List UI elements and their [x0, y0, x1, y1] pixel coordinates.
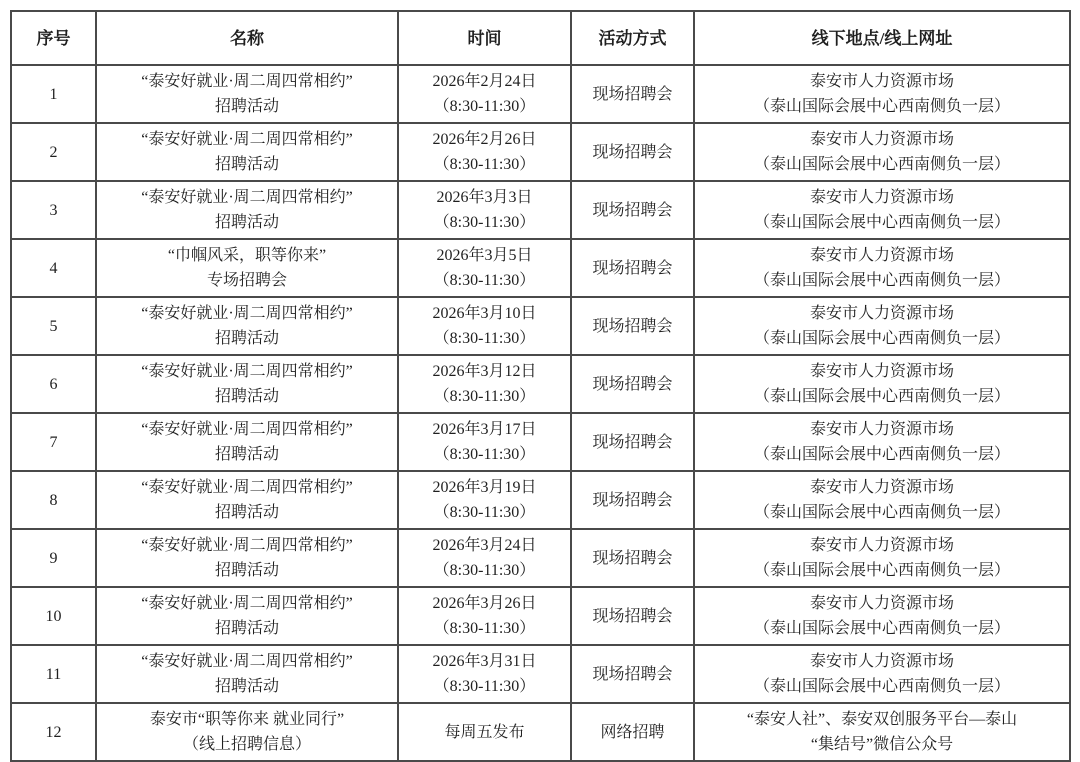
- location-line: （泰山国际会展中心西南侧负一层）: [753, 98, 1010, 115]
- location-line: 泰安市人力资源市场: [809, 247, 954, 264]
- cell-time: [398, 297, 571, 355]
- event-name-line: 招聘活动: [214, 330, 279, 347]
- location-line: 泰安市人力资源市场: [809, 595, 954, 612]
- event-name-line: 招聘活动: [214, 620, 279, 637]
- cell-method: 现场招聘会: [571, 297, 694, 355]
- cell-event-name: [96, 645, 398, 703]
- location-line: 泰安市人力资源市场: [809, 537, 954, 554]
- event-name-line: 招聘活动: [214, 214, 279, 231]
- time-line: （8:30-11:30）: [433, 678, 536, 695]
- cell-event-name: [96, 297, 398, 355]
- table-row: [11, 123, 1070, 181]
- location-line: 泰安市人力资源市场: [809, 479, 954, 496]
- time-line: 2026年3月10日: [432, 305, 537, 322]
- cell-location: [694, 529, 1070, 587]
- time-line: （8:30-11:30）: [433, 98, 536, 115]
- cell-index: 4: [11, 239, 96, 297]
- location-line: （泰山国际会展中心西南侧负一层）: [753, 330, 1010, 347]
- time-line: 2026年3月31日: [432, 653, 537, 670]
- cell-time: [398, 355, 571, 413]
- event-name-line: 招聘活动: [214, 156, 279, 173]
- time-line: 2026年3月24日: [432, 537, 537, 554]
- cell-location: [694, 123, 1070, 181]
- cell-time: [398, 587, 571, 645]
- cell-event-name: [96, 703, 398, 761]
- location-line: “泰安人社”、泰安双创服务平台—泰山: [746, 711, 1018, 728]
- cell-location: [694, 471, 1070, 529]
- col-header-name: 名称: [96, 11, 398, 65]
- col-header-method: 活动方式: [571, 11, 694, 65]
- table-row: [11, 471, 1070, 529]
- event-name-line: 招聘活动: [214, 504, 279, 521]
- cell-event-name: [96, 181, 398, 239]
- cell-time: [398, 123, 571, 181]
- cell-method: 现场招聘会: [571, 529, 694, 587]
- table-row: [11, 239, 1070, 297]
- cell-time: [398, 239, 571, 297]
- cell-time: [398, 413, 571, 471]
- location-line: （泰山国际会展中心西南侧负一层）: [753, 214, 1010, 231]
- cell-method: 现场招聘会: [571, 181, 694, 239]
- recruitment-schedule-table: [10, 10, 1071, 762]
- table-row: [11, 587, 1070, 645]
- cell-index: 11: [11, 645, 96, 703]
- event-name-line: 专场招聘会: [206, 272, 287, 289]
- location-line: 泰安市人力资源市场: [809, 653, 954, 670]
- location-line: （泰山国际会展中心西南侧负一层）: [753, 562, 1010, 579]
- location-line: （泰山国际会展中心西南侧负一层）: [753, 388, 1010, 405]
- cell-location: [694, 355, 1070, 413]
- event-name-line: “泰安好就业·周二周四常相约”: [141, 653, 353, 670]
- cell-event-name: [96, 413, 398, 471]
- event-name-line: “泰安好就业·周二周四常相约”: [141, 131, 353, 148]
- cell-method: 现场招聘会: [571, 471, 694, 529]
- table-row: [11, 297, 1070, 355]
- cell-index: 9: [11, 529, 96, 587]
- cell-event-name: [96, 471, 398, 529]
- cell-time: [398, 471, 571, 529]
- event-name-line: “泰安好就业·周二周四常相约”: [141, 363, 353, 380]
- event-name-line: “泰安好就业·周二周四常相约”: [141, 537, 353, 554]
- location-line: 泰安市人力资源市场: [809, 421, 954, 438]
- cell-time: [398, 703, 571, 761]
- cell-location: [694, 645, 1070, 703]
- event-name-line: 招聘活动: [214, 562, 279, 579]
- time-line: 2026年3月5日: [436, 247, 533, 264]
- cell-method: 现场招聘会: [571, 587, 694, 645]
- table-row: [11, 529, 1070, 587]
- cell-method: 现场招聘会: [571, 65, 694, 123]
- location-line: （泰山国际会展中心西南侧负一层）: [753, 620, 1010, 637]
- time-line: （8:30-11:30）: [433, 272, 536, 289]
- time-line: 2026年3月17日: [432, 421, 537, 438]
- location-line: （泰山国际会展中心西南侧负一层）: [753, 272, 1010, 289]
- time-line: （8:30-11:30）: [433, 388, 536, 405]
- location-line: 泰安市人力资源市场: [809, 73, 954, 90]
- table-row: [11, 413, 1070, 471]
- event-name-line: “泰安好就业·周二周四常相约”: [141, 305, 353, 322]
- table-row: [11, 181, 1070, 239]
- location-line: 泰安市人力资源市场: [809, 305, 954, 322]
- table-header-row: [11, 11, 1070, 65]
- time-line: （8:30-11:30）: [433, 330, 536, 347]
- cell-index: 10: [11, 587, 96, 645]
- location-line: （泰山国际会展中心西南侧负一层）: [753, 156, 1010, 173]
- cell-event-name: [96, 587, 398, 645]
- cell-location: [694, 181, 1070, 239]
- cell-time: [398, 529, 571, 587]
- cell-index: 6: [11, 355, 96, 413]
- time-line: 2026年2月24日: [432, 73, 537, 90]
- col-header-index: 序号: [11, 11, 96, 65]
- event-name-line: （线上招聘信息）: [182, 736, 311, 753]
- event-name-line: “巾帼风采，职等你来”: [167, 247, 327, 264]
- time-line: （8:30-11:30）: [433, 156, 536, 173]
- cell-event-name: [96, 65, 398, 123]
- cell-method: 现场招聘会: [571, 123, 694, 181]
- cell-method: 现场招聘会: [571, 239, 694, 297]
- cell-method: 现场招聘会: [571, 355, 694, 413]
- cell-method: 现场招聘会: [571, 413, 694, 471]
- time-line: （8:30-11:30）: [433, 446, 536, 463]
- cell-method: 现场招聘会: [571, 645, 694, 703]
- cell-index: 7: [11, 413, 96, 471]
- time-line: 2026年3月3日: [436, 189, 533, 206]
- cell-location: [694, 703, 1070, 761]
- time-line: 2026年2月26日: [432, 131, 537, 148]
- event-name-line: “泰安好就业·周二周四常相约”: [141, 73, 353, 90]
- event-name-line: 招聘活动: [214, 446, 279, 463]
- cell-index: 2: [11, 123, 96, 181]
- location-line: （泰山国际会展中心西南侧负一层）: [753, 446, 1010, 463]
- event-name-line: 招聘活动: [214, 388, 279, 405]
- cell-index: 5: [11, 297, 96, 355]
- cell-location: [694, 413, 1070, 471]
- time-line: 2026年3月26日: [432, 595, 537, 612]
- location-line: 泰安市人力资源市场: [809, 363, 954, 380]
- event-name-line: 招聘活动: [214, 98, 279, 115]
- location-line: （泰山国际会展中心西南侧负一层）: [753, 504, 1010, 521]
- cell-time: [398, 65, 571, 123]
- cell-time: [398, 645, 571, 703]
- cell-method: 网络招聘: [571, 703, 694, 761]
- location-line: “集结号”微信公众号: [810, 736, 954, 753]
- event-name-line: “泰安好就业·周二周四常相约”: [141, 479, 353, 496]
- cell-index: 3: [11, 181, 96, 239]
- cell-time: [398, 181, 571, 239]
- cell-event-name: [96, 123, 398, 181]
- time-line: （8:30-11:30）: [433, 214, 536, 231]
- location-line: （泰山国际会展中心西南侧负一层）: [753, 678, 1010, 695]
- cell-location: [694, 65, 1070, 123]
- table-row: [11, 703, 1070, 761]
- col-header-location: 线下地点/线上网址: [694, 11, 1070, 65]
- event-name-line: “泰安好就业·周二周四常相约”: [141, 189, 353, 206]
- time-line: 2026年3月19日: [432, 479, 537, 496]
- col-header-time: 时间: [398, 11, 571, 65]
- time-line: 每周五发布: [444, 723, 525, 741]
- table-row: [11, 65, 1070, 123]
- location-line: 泰安市人力资源市场: [809, 131, 954, 148]
- cell-location: [694, 297, 1070, 355]
- cell-event-name: [96, 239, 398, 297]
- cell-event-name: [96, 529, 398, 587]
- event-name-line: “泰安好就业·周二周四常相约”: [141, 421, 353, 438]
- event-name-line: 泰安市“职等你来 就业同行”: [149, 711, 345, 728]
- table-row: [11, 645, 1070, 703]
- time-line: 2026年3月12日: [432, 363, 537, 380]
- cell-index: 12: [11, 703, 96, 761]
- time-line: （8:30-11:30）: [433, 620, 536, 637]
- table-row: [11, 355, 1070, 413]
- location-line: 泰安市人力资源市场: [809, 189, 954, 206]
- time-line: （8:30-11:30）: [433, 562, 536, 579]
- cell-location: [694, 239, 1070, 297]
- cell-index: 8: [11, 471, 96, 529]
- cell-event-name: [96, 355, 398, 413]
- time-line: （8:30-11:30）: [433, 504, 536, 521]
- event-name-line: “泰安好就业·周二周四常相约”: [141, 595, 353, 612]
- event-name-line: 招聘活动: [214, 678, 279, 695]
- cell-location: [694, 587, 1070, 645]
- cell-index: 1: [11, 65, 96, 123]
